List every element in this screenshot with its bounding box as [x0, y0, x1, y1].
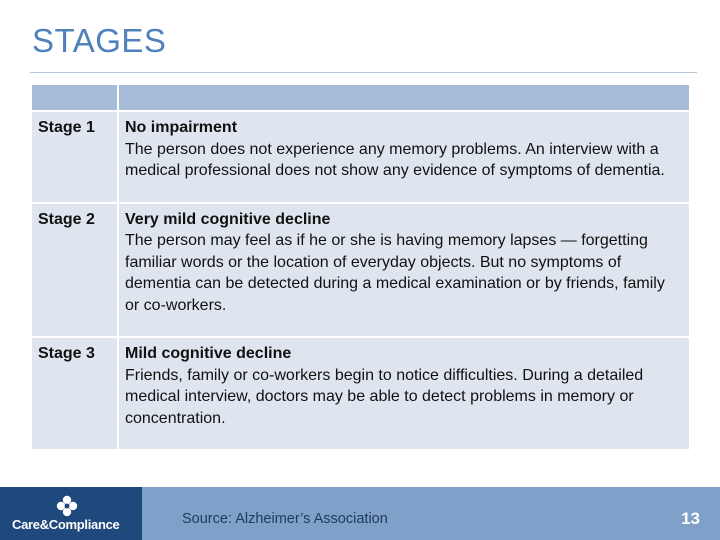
stage-description [119, 204, 689, 337]
title-divider [30, 72, 697, 73]
slide-title: STAGES [32, 22, 167, 59]
footer-bar [0, 487, 720, 540]
stage-label: Stage 3 [32, 338, 117, 449]
header-cell-stage [32, 85, 117, 110]
logo-text: Care&Compliance [12, 517, 120, 532]
stages-table [30, 83, 691, 451]
page-number: 13 [681, 509, 700, 528]
stage-label: Stage 1 [32, 112, 117, 202]
table-row [32, 112, 689, 202]
stage-description [119, 112, 689, 202]
table-row [32, 204, 689, 337]
source-citation: Source: Alzheimer’s Association [182, 511, 388, 527]
table-header-row [32, 85, 689, 110]
stage-body: Friends, family or co-workers begin to notice difficulties. During a detailed medical interview, doctors may be able to detect problems in memory or concentration. [125, 366, 644, 427]
stage-title: Mild cognitive decline [125, 345, 292, 362]
stage-body: The person may feel as if he or she is having memory lapses — forgetting familiar words or the location of everyday objects. But no symptoms of dementia can be detected during a medical examination or by friends, family or co-workers. [125, 232, 665, 314]
stage-description [119, 338, 689, 449]
stage-title: No impairment [125, 119, 238, 136]
stage-body: The person does not experience any memory problems. An interview with a medical professional does not show any evidence of symptoms of dementia. [125, 140, 665, 179]
stage-title: Very mild cognitive decline [125, 210, 331, 228]
table-row [32, 338, 689, 449]
brand-logo [0, 487, 142, 540]
stage-label: Stage 2 [32, 204, 117, 337]
flower-icon [56, 495, 78, 517]
header-cell-description [119, 85, 689, 110]
